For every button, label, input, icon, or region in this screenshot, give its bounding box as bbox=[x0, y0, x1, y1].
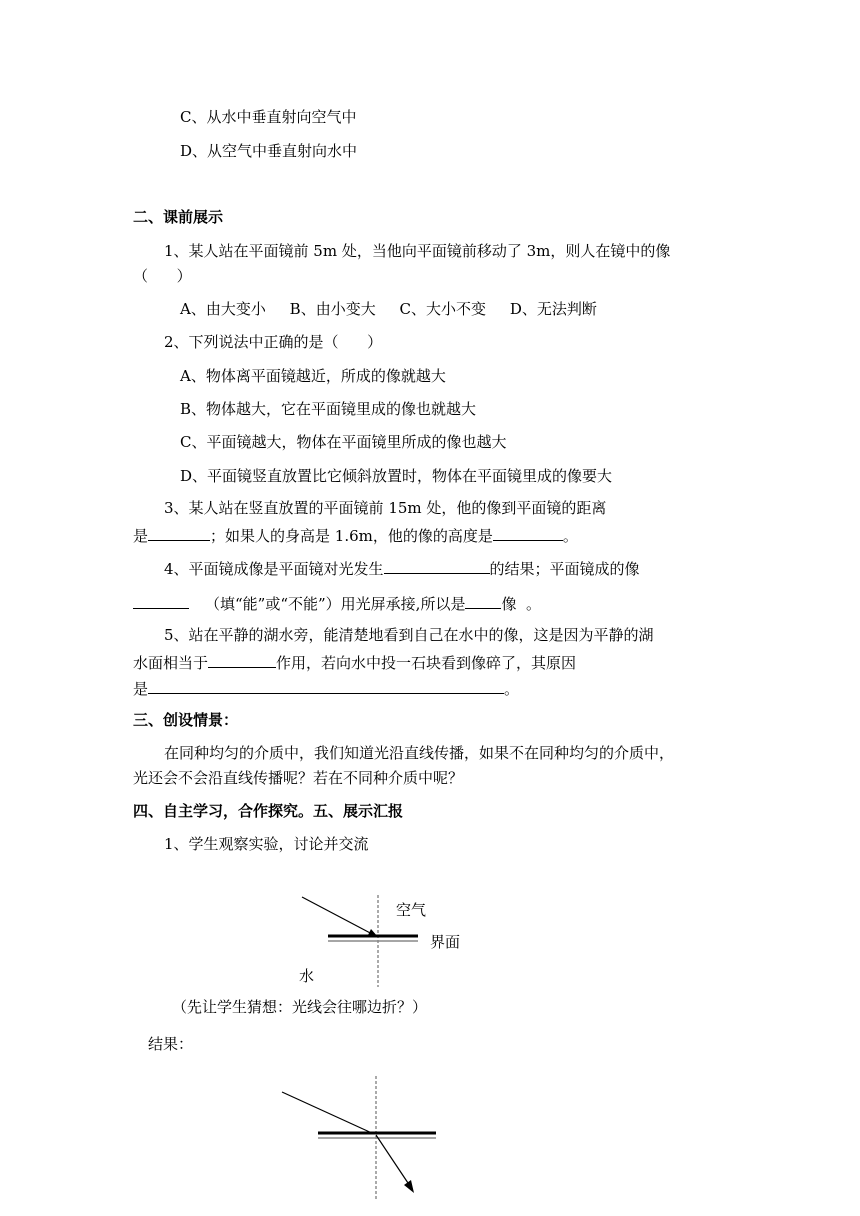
q5-line3 bbox=[133, 677, 519, 699]
q2-option-a: A、物体离平面镜越近，所成的像就越大 bbox=[180, 367, 446, 385]
refracted-ray bbox=[376, 1135, 410, 1186]
q5-prefix-2: 是 bbox=[133, 680, 149, 698]
incident-ray bbox=[302, 897, 374, 935]
label-water: 水 bbox=[299, 967, 315, 985]
q3-blank-2[interactable] bbox=[493, 524, 563, 541]
q5-text: 5、站在平静的湖水旁，能清楚地看到自己在水中的像，这是因为平静的湖 bbox=[164, 626, 654, 644]
q2-option-c: C、平面镜越大，物体在平面镜里所成的像也越大 bbox=[180, 433, 507, 451]
label-interface: 界面 bbox=[430, 933, 461, 951]
q3-suffix: 。 bbox=[562, 527, 578, 545]
q5-suffix: 。 bbox=[504, 680, 520, 698]
q5-prefix: 水面相当于 bbox=[133, 654, 209, 672]
section-heading-preview: 二、课前展示 bbox=[133, 208, 224, 226]
q4-suffix-2: 像 。 bbox=[501, 595, 541, 613]
q3-middle: ；如果人的身高是 1.6m，他的像的高度是 bbox=[210, 527, 493, 545]
q4-middle: （填“能”或“不能”）用光屏承接,所以是 bbox=[205, 595, 466, 613]
explore-item-1: 1、学生观察实验，讨论并交流 bbox=[164, 835, 369, 853]
q5-blank-1[interactable] bbox=[208, 651, 276, 668]
q2-option-b: B、物体越大，它在平面镜里成的像也就越大 bbox=[180, 400, 477, 418]
q4-suffix: 的结果；平面镜成的像 bbox=[489, 560, 640, 578]
scenario-para-1: 在同种均匀的介质中，我们知道光沿直线传播，如果不在同种均匀的介质中， bbox=[164, 744, 675, 762]
option-d: D、从空气中垂直射向水中 bbox=[180, 142, 358, 160]
incident-ray bbox=[282, 1092, 374, 1134]
label-air: 空气 bbox=[396, 901, 427, 919]
q2-option-d: D、平面镜竖直放置比它倾斜放置时，物体在平面镜里成的像要大 bbox=[180, 467, 613, 485]
q4-prefix: 4、平面镜成像是平面镜对光发生 bbox=[164, 560, 384, 578]
section-heading-explore: 四、自主学习，合作探究。五、展示汇报 bbox=[133, 802, 404, 820]
q4-line1 bbox=[164, 557, 640, 579]
q3-line2 bbox=[133, 524, 578, 546]
section-heading-scenario: 三、创设情景： bbox=[133, 711, 239, 729]
q3-blank-1[interactable] bbox=[148, 524, 210, 541]
q4-line2 bbox=[133, 592, 541, 614]
q3-prefix: 是 bbox=[133, 527, 149, 545]
q2-text: 2、下列说法中正确的是（ ） bbox=[164, 333, 383, 351]
q1-paren: （ ） bbox=[133, 267, 192, 285]
q4-blank-3[interactable] bbox=[465, 592, 501, 609]
q3-text: 3、某人站在竖直放置的平面镜前 15m 处，他的像到平面镜的距离 bbox=[164, 499, 607, 517]
refraction-diagram-result bbox=[270, 1072, 450, 1202]
guess-prompt: （先让学生猜想：光线会往哪边折？） bbox=[172, 998, 428, 1016]
q5-line2 bbox=[133, 651, 576, 673]
scenario-para-2: 光还会不会沿直线传播呢？若在不同种介质中呢？ bbox=[133, 769, 464, 787]
refracted-arrowhead bbox=[404, 1180, 414, 1193]
option-c: C、从水中垂直射向空气中 bbox=[180, 108, 357, 126]
q5-middle: 作用，若向水中投一石块看到像碎了，其原因 bbox=[276, 654, 577, 672]
q5-blank-2[interactable] bbox=[148, 677, 504, 694]
q1-options: A、由大变小 B、由小变大 C、大小不变 D、无法判断 bbox=[180, 300, 597, 318]
q1-text: 1、某人站在平面镜前 5m 处，当他向平面镜前移动了 3m，则人在镜中的像 bbox=[164, 242, 671, 260]
q4-blank-2[interactable] bbox=[133, 592, 189, 609]
q4-blank-1[interactable] bbox=[384, 557, 490, 574]
result-label: 结果： bbox=[148, 1035, 194, 1053]
